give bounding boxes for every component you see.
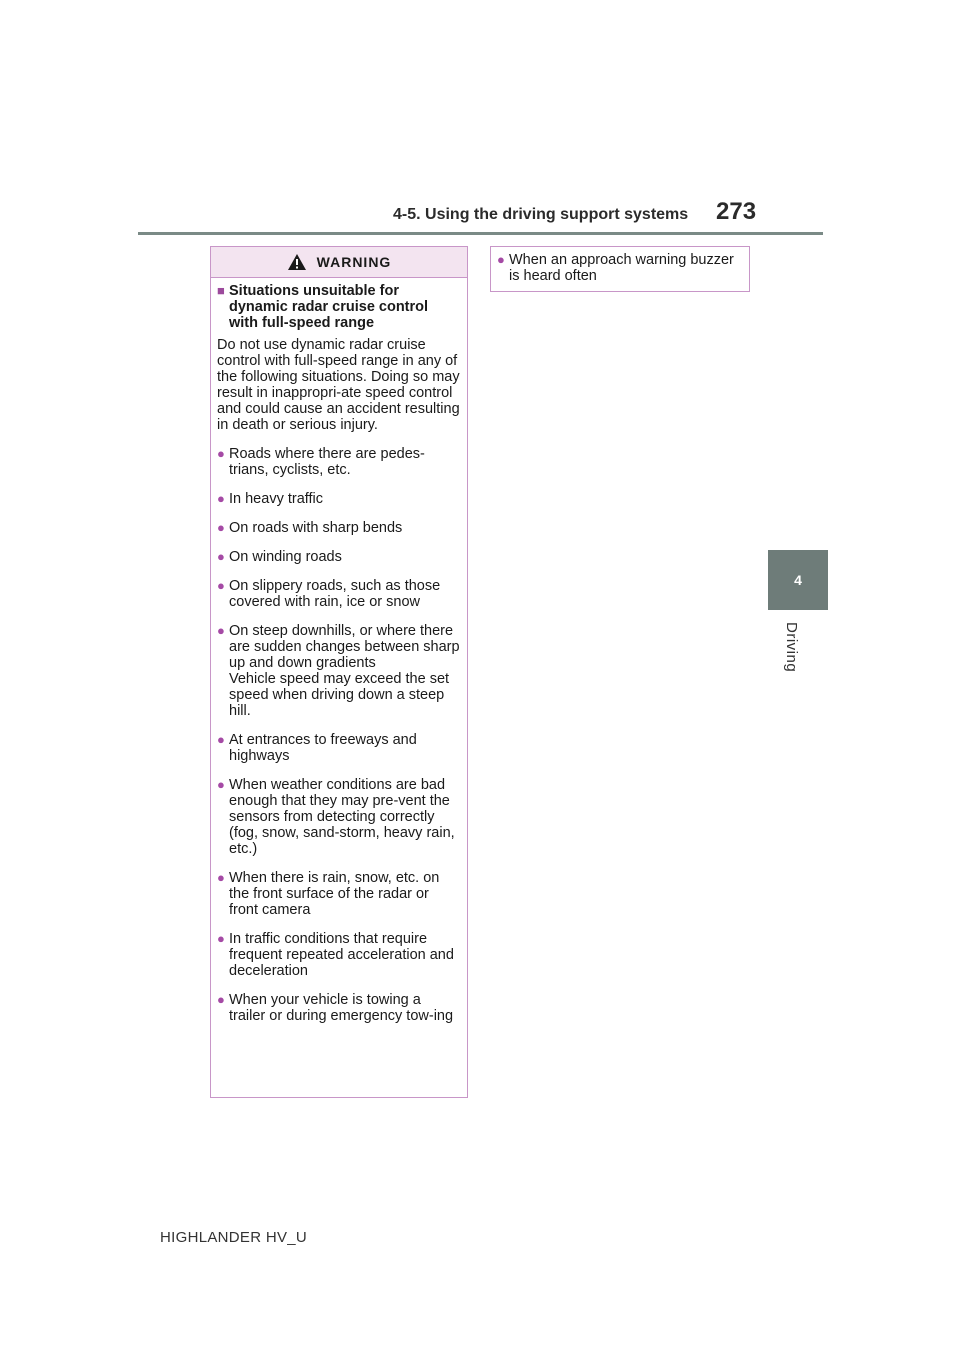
bullet-dot-icon: ● bbox=[217, 777, 225, 792]
square-bullet-icon: ■ bbox=[217, 283, 225, 298]
bullet-dot-icon: ● bbox=[497, 252, 505, 267]
list-item-main: At entrances to freeways and highways bbox=[229, 732, 417, 764]
warning-subheading bbox=[217, 283, 461, 331]
list-item-main: On steep downhills, or where there are sudden changes between sharp up and down gradients bbox=[229, 623, 460, 671]
bullet-dot-icon: ● bbox=[217, 870, 225, 885]
bullet-dot-icon: ● bbox=[217, 549, 225, 564]
bullet-dot-icon: ● bbox=[217, 520, 225, 535]
list-item-main: When there is rain, snow, etc. on the front surface of the radar or front camera bbox=[229, 870, 440, 918]
bullet-dot-icon: ● bbox=[217, 732, 225, 747]
header-rule bbox=[138, 232, 823, 235]
warning-header bbox=[211, 247, 467, 278]
list-item bbox=[217, 446, 461, 478]
warning-title: WARNING bbox=[316, 254, 392, 270]
list-item-main: When your vehicle is towing a trailer or during emergency tow-ing bbox=[229, 992, 454, 1024]
page-number: 273 bbox=[716, 198, 757, 225]
list-item-main: On roads with sharp bends bbox=[229, 520, 403, 536]
list-item bbox=[217, 520, 461, 536]
list-item-main: In heavy traffic bbox=[229, 491, 324, 507]
list-item bbox=[497, 252, 743, 284]
list-item bbox=[217, 870, 461, 918]
list-item-main: Roads where there are pedes-trians, cyclists, etc. bbox=[229, 446, 425, 478]
bullet-dot-icon: ● bbox=[217, 491, 225, 506]
bullet-dot-icon: ● bbox=[217, 623, 225, 638]
list-item-main: In traffic conditions that require frequent repeated acceleration and deceleration bbox=[229, 931, 454, 979]
list-item-text bbox=[229, 992, 461, 1024]
warning-box bbox=[210, 246, 468, 1098]
section-title: 4-5. Using the driving support systems bbox=[393, 206, 689, 223]
list-item-text bbox=[229, 931, 461, 979]
list-item bbox=[217, 549, 461, 565]
bullet-dot-icon: ● bbox=[217, 446, 225, 461]
list-item-text bbox=[229, 578, 461, 610]
warning-body bbox=[211, 278, 467, 1024]
list-item bbox=[217, 491, 461, 507]
list-item-text bbox=[229, 777, 461, 857]
footer-model: HIGHLANDER HV_U bbox=[160, 1229, 308, 1246]
warning-bullet-list bbox=[217, 446, 461, 1024]
list-item-text bbox=[229, 491, 461, 507]
list-item-text bbox=[229, 732, 461, 764]
chapter-number: 4 bbox=[794, 572, 802, 588]
list-item-note: Vehicle speed may exceed the set speed when driving down a steep hill. bbox=[229, 671, 450, 719]
list-item-text: When an approach warning buzzer is heard often bbox=[509, 252, 734, 284]
bullet-dot-icon: ● bbox=[217, 992, 225, 1007]
list-item-main: On winding roads bbox=[229, 549, 342, 565]
chapter-tab bbox=[768, 550, 828, 610]
warning-intro: Do not use dynamic radar cruise control with full-speed range in any of the following situations. Doing so may result in inappropri-ate speed control and could cause an accident resulting in death or serious injury. bbox=[217, 337, 460, 433]
list-item bbox=[217, 777, 461, 857]
list-item-text bbox=[229, 520, 461, 536]
list-item-main: On slippery roads, such as those covered with rain, ice or snow bbox=[229, 578, 441, 610]
warning-subheading-text: Situations unsuitable for dynamic radar cruise control with full-speed range bbox=[229, 283, 429, 331]
list-item bbox=[217, 623, 461, 719]
bullet-dot-icon: ● bbox=[217, 578, 225, 593]
list-item-main: When weather conditions are bad enough that they may pre-vent the sensors from detecting correctly (fog, snow, sand-storm, heavy rain, etc.) bbox=[229, 777, 455, 857]
list-item-text bbox=[229, 549, 461, 565]
warning-triangle-icon bbox=[287, 253, 307, 271]
list-item-text bbox=[229, 870, 461, 918]
list-item-text bbox=[229, 623, 461, 719]
list-item bbox=[217, 732, 461, 764]
list-item bbox=[217, 992, 461, 1024]
bullet-dot-icon: ● bbox=[217, 931, 225, 946]
list-item bbox=[217, 578, 461, 610]
continuation-box bbox=[490, 246, 750, 292]
list-item bbox=[217, 931, 461, 979]
list-item-text bbox=[229, 446, 461, 478]
chapter-label: Driving bbox=[783, 622, 800, 673]
